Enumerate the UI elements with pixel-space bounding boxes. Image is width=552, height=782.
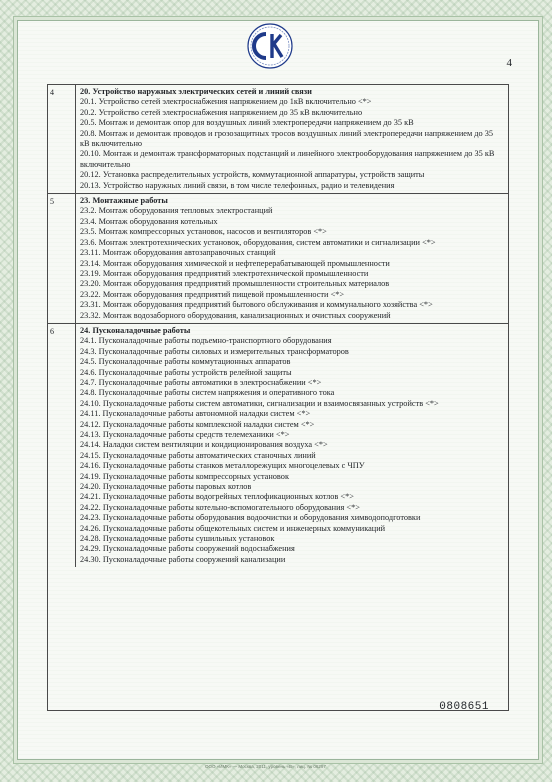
work-item: 24.8. Пусконаладочные работы систем напряжения и оперативного тока: [80, 388, 335, 398]
work-item: 23.2. Монтаж оборудования тепловых электростанций: [80, 206, 273, 216]
work-item: 24.7. Пусконаладочные работы автоматики в электроснабжении <*>: [80, 377, 322, 387]
work-item: 23.6. Монтаж электротехнических установок, оборудования, систем автоматики и сигнализации <*>: [80, 237, 436, 247]
work-item: 23.20. Монтаж оборудования предприятий промышленности строительных материалов: [80, 279, 390, 289]
work-item: 24.23. Пусконаладочные работы оборудования водоочистки и оборудования химводоподготовки: [80, 513, 421, 523]
work-types-table: [47, 84, 509, 711]
footer-imprint: ООО «ИМК» — Москва, 2011, уровень «В», лиц. № 06297: [205, 764, 326, 769]
work-item: 24.11. Пусконаладочные работы автономной наладки систем <*>: [80, 409, 311, 419]
work-item: 20.1. Устройство сетей электроснабжения напряжением до 1кВ включительно <*>: [80, 97, 372, 107]
work-item: 24.30. Пусконаладочные работы сооружений канализации: [80, 554, 286, 564]
work-item: 23.11. Монтаж оборудования автозаправочных станций: [80, 248, 276, 258]
table-row: [48, 85, 508, 194]
work-item: 23.32. Монтаж водозаборного оборудования, канализационных и очистных сооружений: [80, 310, 391, 320]
serial-number: 0808651: [439, 701, 489, 713]
work-item: 24.6. Пусконаладочные работы устройств релейной защиты: [80, 367, 292, 377]
table-row: [48, 194, 508, 324]
work-item: 24.29. Пусконаладочные работы сооружений водоснабжения: [80, 544, 295, 554]
work-item: 24.21. Пусконаладочные работы водогрейных теплофикационных котлов <*>: [80, 492, 354, 502]
page-number: 4: [506, 57, 512, 69]
work-item: 20.8. Монтаж и демонтаж проводов и грозозащитных тросов воздушных линий электропередачи напряжением до 35 кВ включительно: [80, 128, 494, 149]
row-content: [76, 324, 508, 567]
work-item: 24.10. Пусконаладочные работы систем автоматики, сигнализации и взаимосвязанных устройств <*>: [80, 398, 439, 408]
work-item: 24.22. Пусконаладочные работы котельно-вспомогательного оборудования <*>: [80, 502, 360, 512]
row-number: 4: [48, 85, 76, 193]
work-item: 24.28. Пусконаладочные работы сушильных установок: [80, 534, 275, 544]
work-item: 20.10. Монтаж и демонтаж трансформаторных подстанций и линейного электрооборудования напряжением до 35 кВ включительно: [80, 149, 495, 169]
work-item: 24.16. Пусконаладочные работы станков металлорежущих многоцелевых с ЧПУ: [80, 461, 365, 471]
work-item: 24.26. Пусконаладочные работы общекотельных систем и инженерных коммуникаций: [80, 523, 386, 533]
section-title: 24. Пусконаладочные работы: [80, 325, 191, 335]
work-item: 23.31. Монтаж оборудования предприятий бытового обслуживания и коммунального хозяйства <*>: [80, 300, 433, 310]
work-item: 20.12. Установка распределительных устройств, коммутационной аппаратуры, устройств защиты: [80, 170, 425, 180]
section-title: 23. Монтажные работы: [80, 196, 168, 206]
work-item: 24.14. Наладки систем вентиляции и кондиционирования воздуха <*>: [80, 440, 328, 450]
work-item: 24.5. Пусконаладочные работы коммутационных аппаратов: [80, 357, 291, 367]
work-item: 23.14. Монтаж оборудования химической и нефтеперерабатывающей промышленности: [80, 258, 390, 268]
sk-logo-icon: [246, 22, 294, 70]
work-item: 24.3. Пусконаладочные работы силовых и измерительных трансформаторов: [80, 346, 349, 356]
work-item: 24.19. Пусконаладочные работы компрессорных установок: [80, 471, 289, 481]
work-item: 24.12. Пусконаладочные работы комплексной наладки систем <*>: [80, 419, 315, 429]
work-item: 20.13. Устройство наружных линий связи, в том числе телефонных, радио и телевидения: [80, 180, 395, 190]
work-item: 23.19. Монтаж оборудования предприятий электротехнической промышленности: [80, 268, 369, 278]
row-number: 6: [48, 324, 76, 567]
work-item: 20.5. Монтаж и демонтаж опор для воздушных линий электропередачи напряжением до 35 кВ: [80, 118, 414, 128]
work-item: 24.15. Пусконаладочные работы автоматических станочных линий: [80, 450, 316, 460]
section-title: 20. Устройство наружных электрических сетей и линий связи: [80, 87, 312, 96]
work-item: 23.22. Монтаж оборудования предприятий пищевой промышленности <*>: [80, 289, 345, 299]
work-item: 24.13. Пусконаладочные работы средств телемеханики <*>: [80, 430, 290, 439]
row-number: 5: [48, 194, 76, 323]
work-item: 24.20. Пусконаладочные работы паровых котлов: [80, 482, 252, 492]
work-item: 23.5. Монтаж компрессорных установок, насосов и вентиляторов <*>: [80, 227, 327, 237]
row-content: [76, 85, 508, 193]
work-item: 20.2. Устройство сетей электроснабжения напряжением до 35 кВ включительно: [80, 107, 363, 117]
work-item: 23.4. Монтаж оборудования котельных: [80, 216, 218, 226]
work-item: 24.1. Пусконаладочные работы подъемно-транспортного оборудования: [80, 336, 332, 346]
table-row: [48, 324, 508, 567]
row-content: [76, 194, 508, 323]
